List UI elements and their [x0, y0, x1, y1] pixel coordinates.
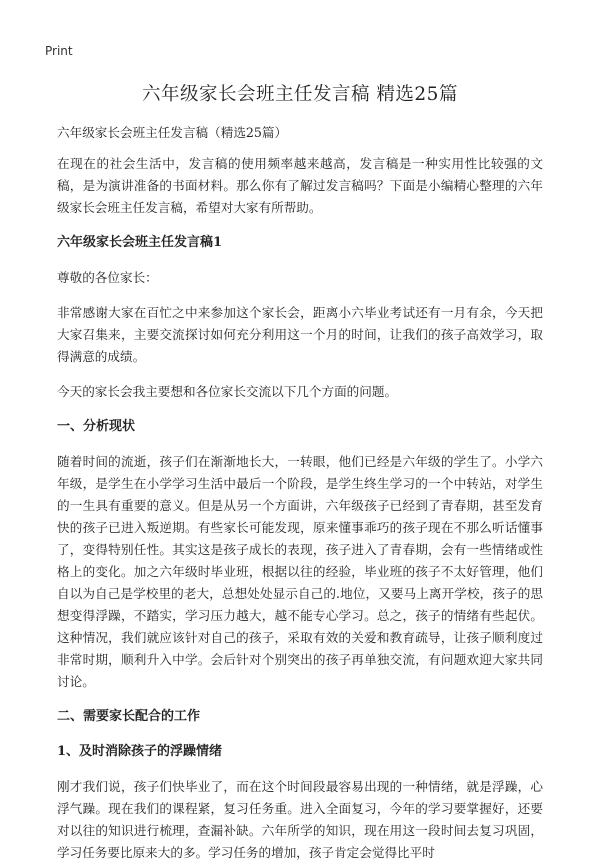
section-heading-1: 六年级家长会班主任发言稿1	[57, 235, 223, 250]
body-paragraph-3: 随着时间的流逝，孩子们在渐渐地长大，一转眼，他们已经是六年级的学生了。小学六年级，是学生在小学学习生活中最后一个阶段，是学生终生学习的一个中转站，对学生的一生具有重要的意义。但是从另一个方面讲，六年级孩子已经到了青春期，甚至发育快的孩子已进入叛逆期。有些家长可能发现，原来懂事乖巧的孩子现在不那么听话懂事了，变得特别任性。其实这是孩子成长的表现，孩子进入了青春期，会有一些情绪或性格上的变化。加之六年级时毕业班，根据以往的经验，毕业班的孩子不太好管理，他们自以为自己是学校里的老大，总想处处显示自己的.地位，又要马上离开学校，孩子的思想变得浮躁，不踏实，学习压力越大，越不能专心学习。总之，孩子的情绪有些起伏。这种情况，我们就应该针对自己的孩子，采取有效的关爱和教育疏导，让孩子顺利度过非常时期，顺利升入中学。会后针对个别突出的孩子再单独交流，有问题欢迎大家共同讨论。	[57, 454, 543, 689]
body-paragraph-2: 今天的家长会我主要想和各位家长交流以下几个方面的问题。	[57, 384, 398, 399]
document-subtitle: 六年级家长会班主任发言稿（精选25篇）	[57, 125, 288, 140]
body-paragraph-4: 刚才我们说，孩子们快毕业了，而在这个时间段最容易出现的一种情绪，就是浮躁，心浮气躁。现在我们的课程紧，复习任务重。进入全面复习，今年的学习要掌握好，还要对以往的知识进行梳理，查漏补缺。六年所学的知识，现在用这一段时间去复习巩固，学习任务要比原来大的多。学习任务的增加，孩子肯定会觉得比平时	[57, 779, 543, 860]
heading-cooperation: 二、需要家长配合的工作	[57, 709, 201, 724]
heading-analysis: 一、分析现状	[57, 419, 136, 434]
intro-paragraph: 在现在的社会生活中，发言稿的使用频率越来越高，发言稿是一种实用性比较强的文稿，是为演讲准备的书面材料。那么你有了解过发言稿吗？下面是小编精心整理的六年级家长会班主任发言稿，希望对大家有所帮助。	[57, 156, 543, 215]
page-title: 六年级家长会班主任发言稿 精选25篇	[142, 84, 458, 105]
print-link[interactable]: Print	[45, 44, 73, 58]
heading-sub-1: 1、及时消除孩子的浮躁情绪	[57, 744, 223, 759]
body-paragraph-1: 非常感谢大家在百忙之中来参加这个家长会，距离小六毕业考试还有一月有余，今天把大家召集来，主要交流探讨如何充分利用这一个月的时间，让我们的孩子高效学习，取得满意的成绩。	[57, 305, 543, 364]
greeting-paragraph: 尊敬的各位家长：	[57, 270, 158, 285]
